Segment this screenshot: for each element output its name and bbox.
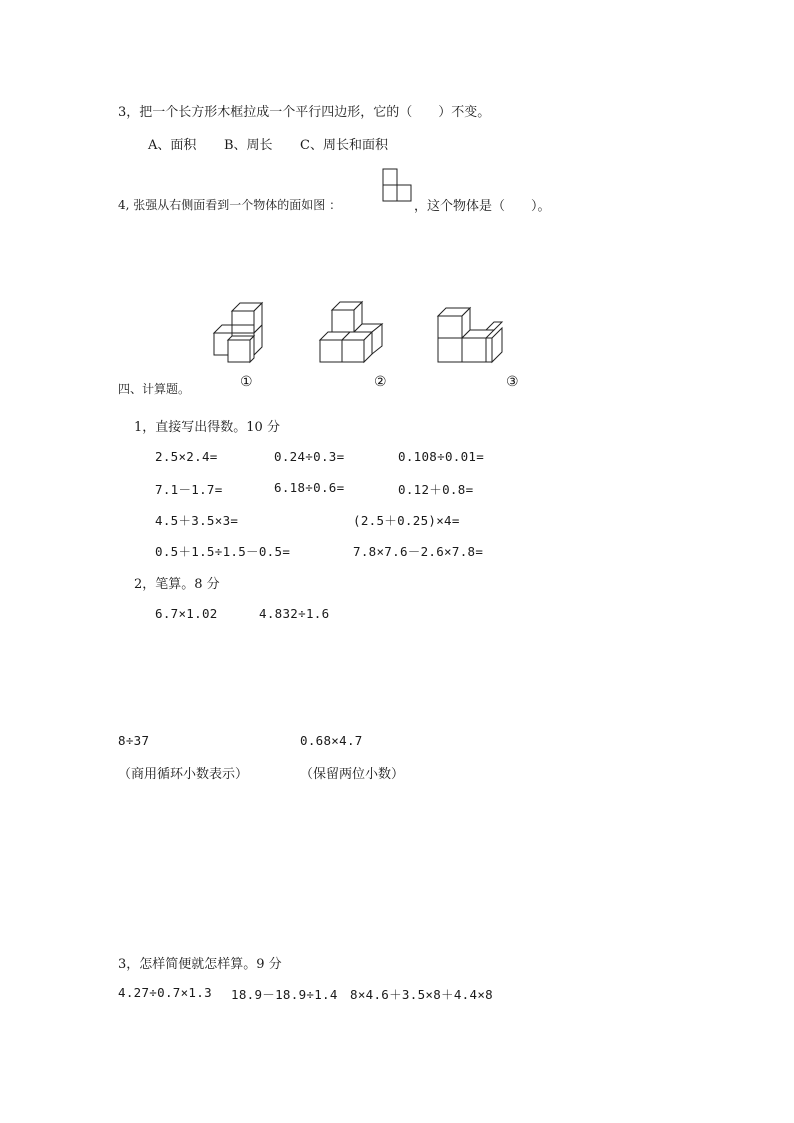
written-calc-item: 4.832÷1.6 bbox=[259, 606, 330, 621]
question-3-stem: 3，把一个长方形木框拉成一个平行四边形，它的（ ）不变。 bbox=[118, 105, 491, 120]
simplify-item: 8×4.6＋3.5×8＋4.4×8 bbox=[350, 987, 493, 1002]
simplify-item: 4.27÷0.7×1.3 bbox=[118, 985, 212, 1000]
calc-item: 0.108÷0.01= bbox=[398, 449, 485, 464]
figure-label-2: ② bbox=[374, 374, 387, 390]
written-calc-item: 8÷37 bbox=[118, 733, 150, 748]
right-view-figure bbox=[382, 168, 412, 202]
figure-label-3: ③ bbox=[506, 374, 519, 390]
part-1-title: 1，直接写出得数。10 分 bbox=[134, 420, 280, 435]
question-4-stem-end: ，这个物体是（ ）。 bbox=[414, 199, 551, 214]
calc-item: 6.18÷0.6= bbox=[274, 480, 345, 495]
written-calc-item: 6.7×1.02 bbox=[155, 606, 218, 621]
figure-label-1: ① bbox=[240, 374, 253, 390]
written-calc-item: 0.68×4.7 bbox=[300, 733, 363, 748]
part-3-title: 3，怎样简便就怎样算。9 分 bbox=[118, 957, 282, 972]
cube-figure-1 bbox=[210, 296, 276, 366]
question-4-stem: 4, 张强从右侧面看到一个物体的面如图 ： bbox=[118, 198, 342, 212]
simplify-item: 18.9－18.9÷1.4 bbox=[231, 987, 338, 1002]
calc-item: 7.1－1.7= bbox=[155, 482, 223, 497]
calc-item: 7.8×7.6－2.6×7.8= bbox=[353, 544, 484, 559]
cube-figure-3 bbox=[434, 302, 506, 366]
calc-item: 0.5＋1.5÷1.5－0.5= bbox=[155, 544, 291, 559]
cube-figure-2 bbox=[316, 298, 386, 366]
section-4-heading: 四、计算题。 bbox=[118, 382, 191, 396]
option-a: A、面积 bbox=[148, 138, 197, 153]
calc-item: (2.5＋0.25)×4= bbox=[353, 513, 460, 528]
written-calc-note: （商用循环小数表示） bbox=[118, 767, 249, 782]
option-c: C、周长和面积 bbox=[300, 138, 388, 153]
written-calc-note: （保留两位小数） bbox=[300, 767, 405, 782]
calc-item: 0.24÷0.3= bbox=[274, 449, 345, 464]
calc-item: 2.5×2.4= bbox=[155, 449, 218, 464]
calc-item: 4.5＋3.5×3= bbox=[155, 513, 239, 528]
part-2-title: 2，笔算。8 分 bbox=[134, 577, 220, 592]
calc-item: 0.12＋0.8= bbox=[398, 482, 474, 497]
option-b: B、周长 bbox=[224, 138, 273, 153]
